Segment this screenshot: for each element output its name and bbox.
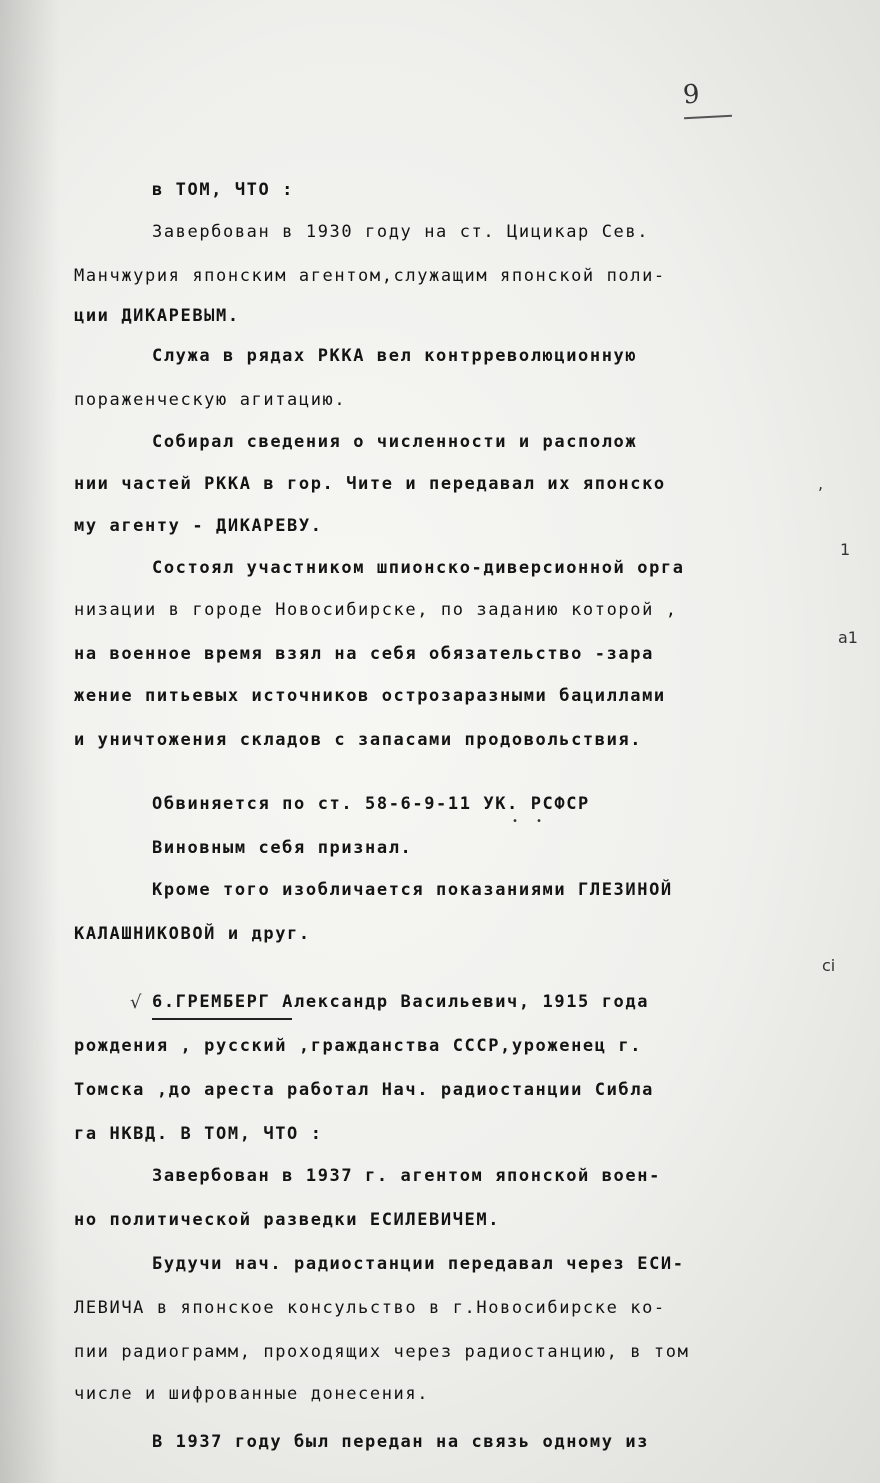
text-line: Завербован в 1937 г. агентом японской воен- [152, 1166, 661, 1186]
page-edge-shadow [0, 0, 60, 1483]
text-line: КАЛАШНИКОВОЙ и друг. [74, 924, 311, 944]
text-line: Томска ,до ареста работал Нач. радиостанции Сибла [74, 1080, 654, 1100]
margin-mark: 1 [840, 540, 851, 559]
check-mark: √ [130, 992, 142, 1013]
text-line: Будучи нач. радиостанции передавал через ЕСИ- [152, 1254, 685, 1274]
text-line: га НКВД. В ТОМ, ЧТО : [74, 1124, 323, 1144]
text-line: нии частей РККА в гор. Чите и передавал их японско [74, 474, 666, 494]
margin-mark: , [818, 474, 824, 493]
text-line: пораженческую агитацию. [74, 390, 347, 410]
text-line: Собирал сведения о численности и располож [152, 432, 638, 452]
margin-mark: a1 [838, 628, 858, 647]
text-line: числе и шифрованные донесения. [74, 1384, 430, 1404]
margin-mark: ci [822, 956, 836, 975]
text-line: му агенту - ДИКАРЕВУ. [74, 516, 323, 536]
text-line: пии радиограмм, проходящих через радиостанцию, в том [74, 1342, 690, 1362]
name-underline [152, 1018, 292, 1020]
text-line: рождения , русский ,гражданства СССР,уроженец г. [74, 1036, 643, 1056]
text-line: Служа в рядах РККА вел контрреволюционную [152, 346, 638, 366]
text-line: Состоял участником шпионско-диверсионной орга [152, 558, 685, 578]
text-line: ЛЕВИЧА в японское консульство в г.Новосибирске ко- [74, 1298, 666, 1318]
page-number: 9 [681, 79, 701, 111]
text-line: Обвиняется по ст. 58-6-9-11 УК. РСФСР [152, 794, 590, 814]
text-line: 6.ГРЕМБЕРГ Александр Васильевич, 1915 года [152, 992, 650, 1012]
text-line: Виновным себя признал. [152, 838, 413, 858]
text-line: жение питьевых источников острозаразными бациллами [74, 686, 666, 706]
text-line: Завербован в 1930 году на ст. Цицикар Сев. [152, 222, 650, 242]
text-line: на военное время взял на себя обязательство -зара [74, 644, 654, 664]
text-line: и уничтожения складов с запасами продовольствия. [74, 730, 643, 750]
typewriter-dots: • • [512, 816, 549, 827]
text-line: Кроме того изобличается показаниями ГЛЕЗИНОЙ [152, 880, 673, 900]
text-line: но политической разведки ЕСИЛЕВИЧЕМ. [74, 1210, 501, 1230]
text-line: в ТОМ, ЧТО : [152, 180, 295, 200]
text-line: ции ДИКАРЕВЫМ. [74, 306, 240, 326]
text-line: низации в городе Новосибирске, по заданию которой , [74, 600, 678, 620]
text-line: Манчжурия японским агентом,служащим японской поли- [74, 266, 666, 286]
text-line: В 1937 году был передан на связь одному из [152, 1432, 650, 1452]
